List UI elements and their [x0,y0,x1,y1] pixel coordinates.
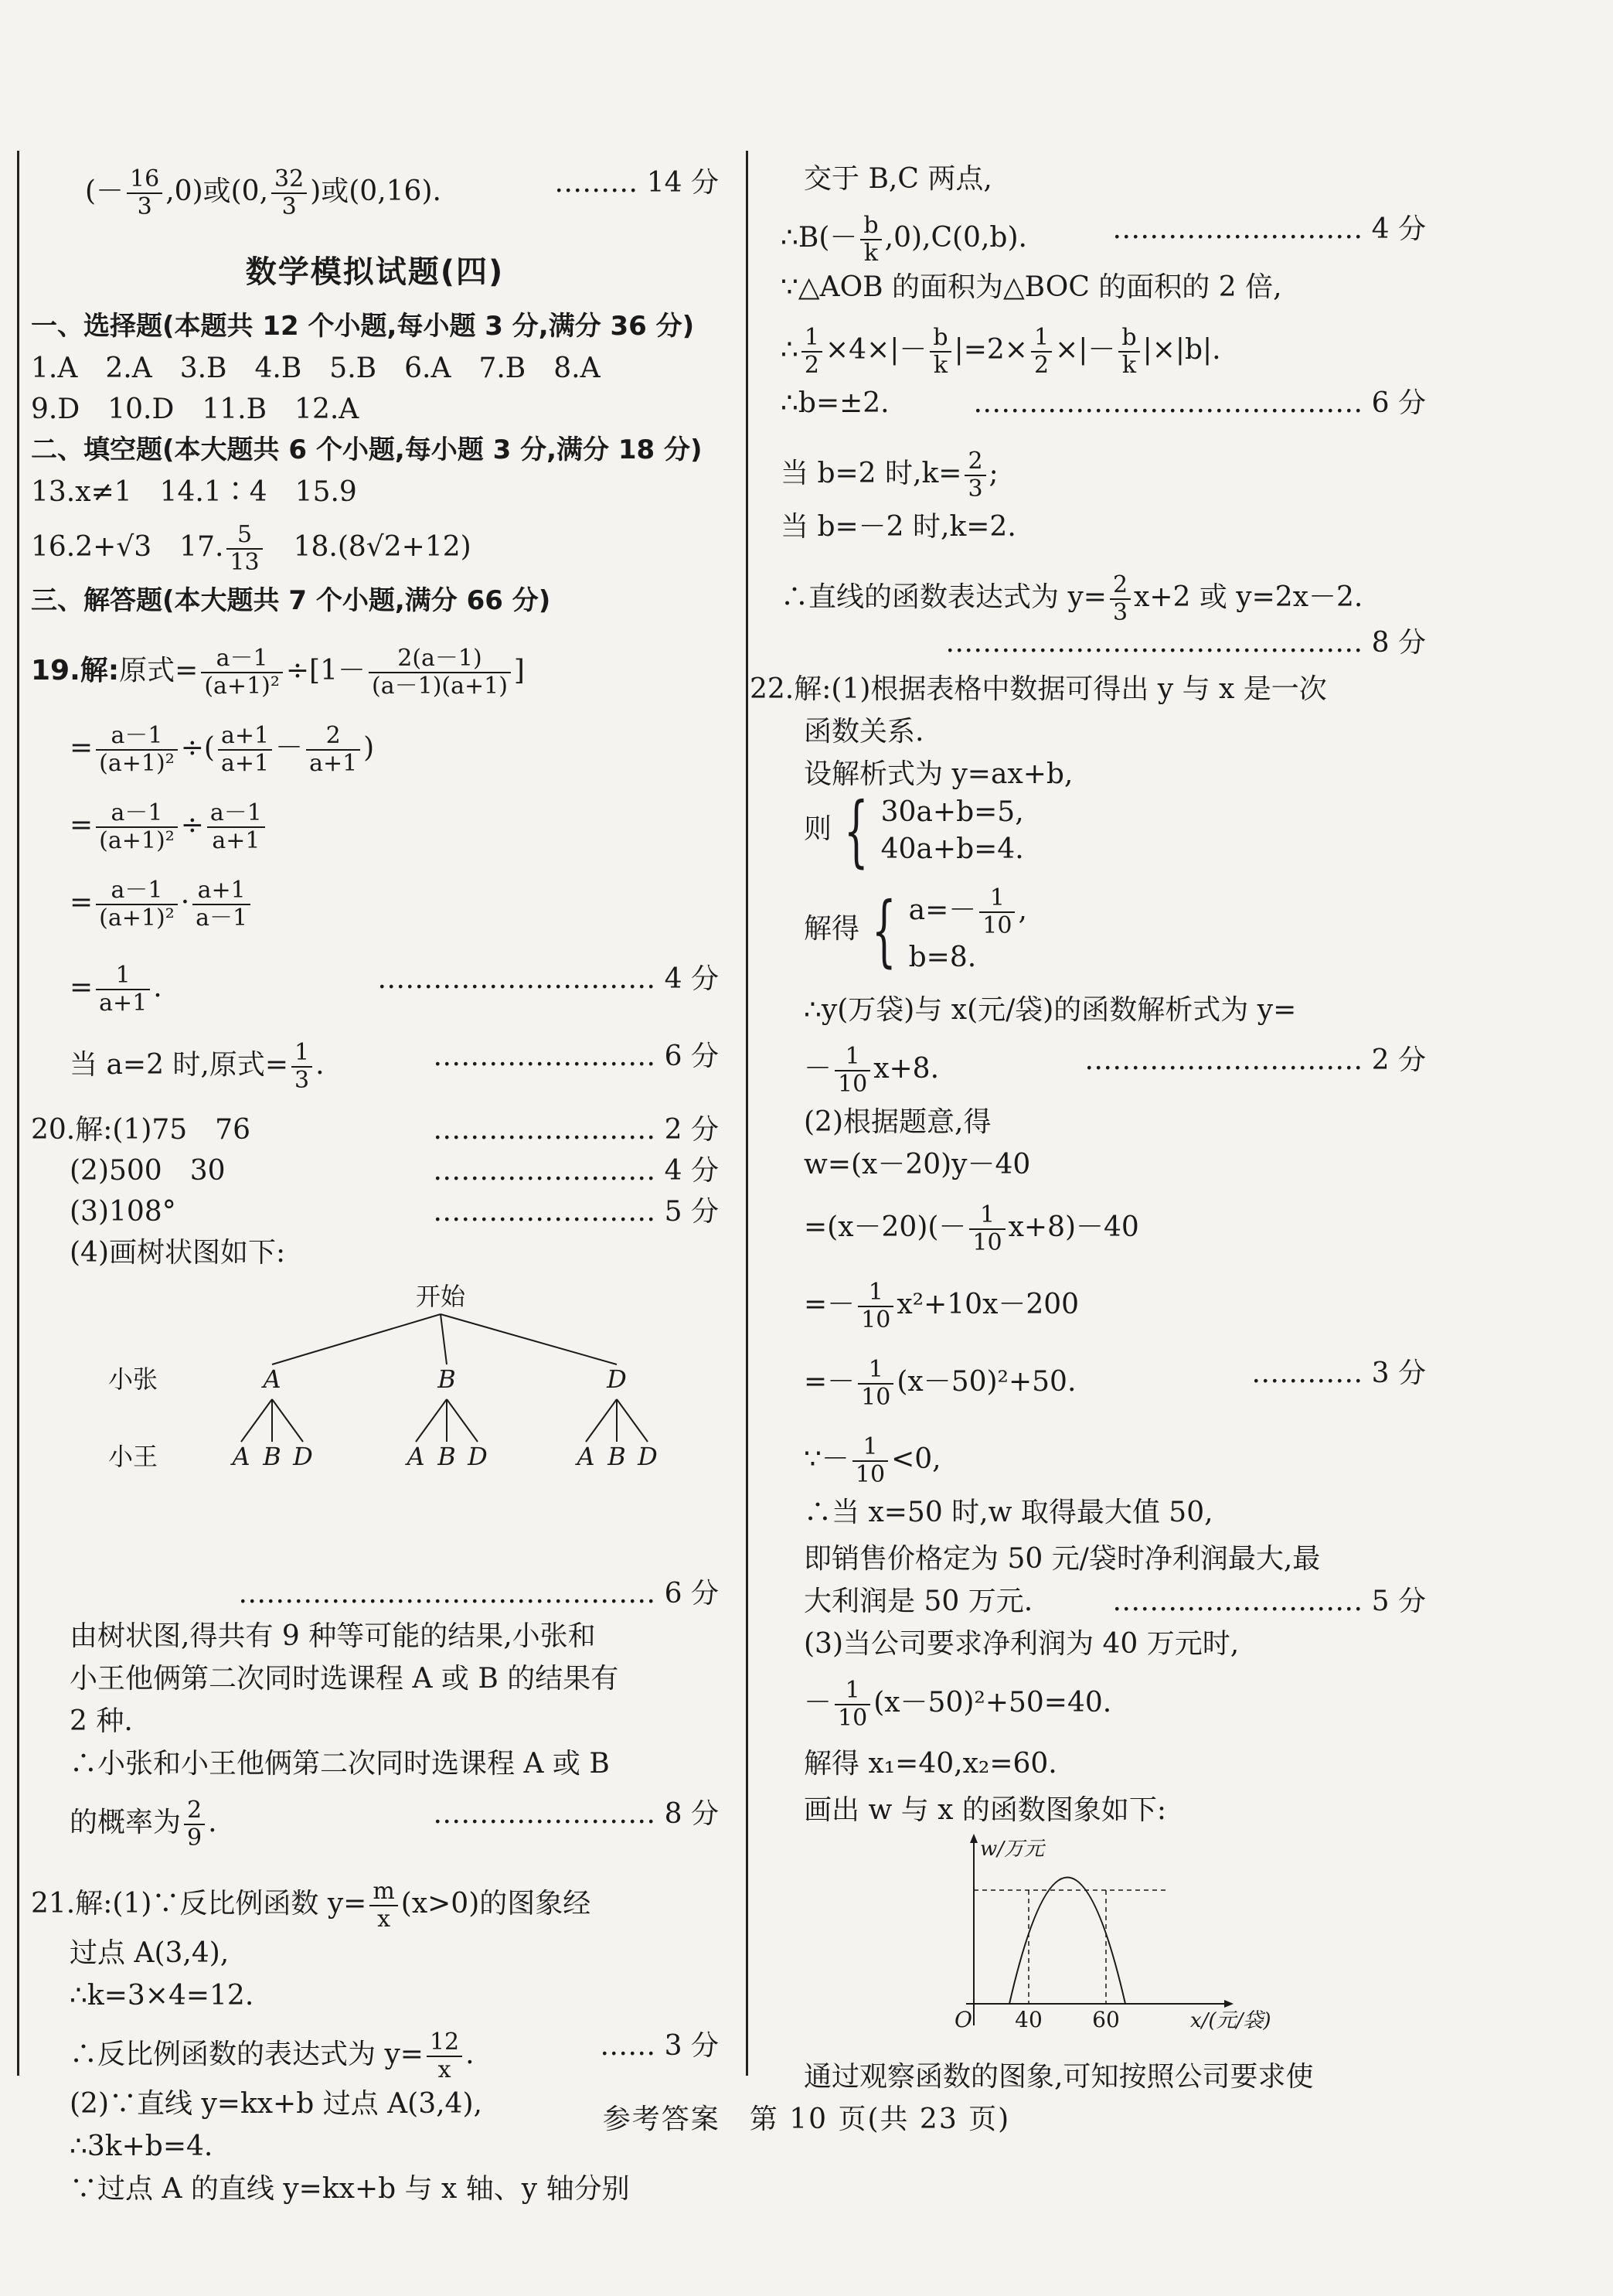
q22-line-10: =(x－20)(－ $\frac{1}{10}$ x+8)－40 [804,1201,1139,1256]
tree-diagram [93,1276,680,1538]
q22-system-1: 则 { 30a+b=5, 40a+b=4. [804,785,1024,876]
q22-line-21: 通过观察函数的图象,可知按照公司要求使 [804,2061,1314,2093]
q22-line-19: 解得 x₁=40,x₂=60. [804,1748,1057,1780]
q20-line-9: ∴小张和小王他俩第二次同时选课程 A 或 B [70,1748,610,1780]
r-line-3: ∵△AOB 的面积为△BOC 的面积的 2 倍, [781,271,1282,303]
q20-line-1: 20.解:(1)75 76 …………………… 2 分 [31,1114,719,1146]
q22-line-20: 画出 w 与 x 的函数图象如下: [804,1794,1167,1826]
column-divider [746,151,748,2076]
tree-leaf-A: A [232,1442,250,1471]
r-line-6: 当 b=2 时,k= $\frac{2}{3}$ ; [781,448,999,502]
fill-answers-row-2: 16.2+√3 17. $\frac{5}{13}$ 18.(8√2+12) [31,521,471,576]
section-1-heading: 一、选择题(本题共 12 个小题,每小题 3 分,满分 36 分) [31,311,695,342]
q20-line-3: (3)108° …………………… 5 分 [70,1196,719,1228]
tree-leaves [230,1399,657,1471]
q22-line-14: ∴当 x=50 时,w 取得最大值 50, [804,1497,1213,1528]
tree-edge [272,1314,441,1364]
q22-line-3: 设解析式为 y=ax+b, [804,758,1074,790]
q22-line-8: (2)根据题意,得 [804,1106,992,1138]
q19-line-4: = $\frac{a-1}{\text{(a+1)²}}$ · $\frac{a+1}{a-1}$ [70,877,719,932]
q20-line-2: (2)500 30 …………………… 4 分 [70,1155,719,1187]
q22-line-1: 22.解:(1)根据表格中数据可得出 y 与 x 是一次 [750,673,1327,705]
q21-line-6: ∴3k+b=4. [70,2131,213,2162]
tree-edge [447,1399,478,1442]
fill-answers-row-1: 13.x≠1 14.1∶4 15.9 [31,476,357,508]
tree-leaf-D: D [468,1442,488,1471]
q22-line-18: － $\frac{1}{10}$ (x－50)²+50=40. [804,1677,1112,1732]
q22-line-7: － $\frac{1}{10}$ x+8. ………………………… 2 分 [804,1043,1426,1098]
q20-line-8: 2 种. [70,1705,133,1737]
y-axis-arrow [970,1834,978,1843]
q22-line-11: =－ $\frac{1}{10}$ x²+10x－200 [804,1279,1080,1334]
page-title: 数学模拟试题(四) [245,254,505,290]
q19-line-5: = $\frac{1}{a+1}$ . ………………………… 4 分 [70,962,719,1017]
q19-line-3: = $\frac{a-1}{\text{(a+1)²}}$ ÷ $\frac{a-1}{a+1}$ [70,800,719,854]
tree-root-label: 开始 [415,1282,466,1311]
x-axis-label: x/(元/袋) [1190,2009,1271,2032]
page-footer: 参考答案 第 10 页(共 23 页) [602,2104,1011,2135]
tree-edge [441,1314,447,1364]
q20-line-6: 由树状图,得共有 9 种等可能的结果,小张和 [70,1620,596,1652]
tree-edge [617,1399,648,1442]
q21-line-1: 21.解:(1)∵反比例函数 y= $\frac{m}{x}$ (x>0)的图象经 [31,1878,591,1933]
q20-line-4: (4)画树状图如下: [70,1237,286,1269]
r-line-2: ∴B(－ $\frac{b}{k}$ ,0),C(0,b). ……………………… 4 分 [781,212,1426,267]
tree-node-A: A [263,1364,281,1394]
q21-line-4: ∴反比例函数的表达式为 y= $\frac{12}{x}$ . …… 3 分 [70,2029,719,2083]
q22-line-6: ∴y(万袋)与 x(元/袋)的函数解析式为 y= [804,994,1297,1026]
q22-line-16: 大利润是 50 万元. ……………………… 5 分 [804,1586,1426,1617]
r-line-5: ∴b=±2. …………………………………… 6 分 [781,387,1426,419]
y-axis-label: w/万元 [980,1838,1045,1861]
r-line-7: 当 b=－2 时,k=2. [781,511,1016,543]
q21-line-2: 过点 A(3,4), [70,1937,230,1969]
tree-leaf-D: D [638,1442,658,1471]
tree-edge [441,1314,617,1364]
choice-answers-row-2: 9.D 10.D 11.B 12.A [31,393,359,425]
q22-line-17: (3)当公司要求净利润为 40 万元时, [804,1628,1240,1660]
tree-row1-label: 小张 [108,1364,158,1394]
section-3-heading: 三、解答题(本大题共 7 个小题,满分 66 分) [31,585,551,616]
q22-line-9: w=(x－20)y－40 [804,1149,1031,1180]
q22-line-15: 即销售价格定为 50 元/袋时净利润最大,最 [804,1543,1321,1575]
tree-node-D: D [607,1364,627,1394]
x-tick-40: 40 [1015,2007,1043,2032]
tree-edge [241,1399,272,1442]
x-axis-arrow [1224,2000,1234,2008]
tree-leaf-A: A [577,1442,595,1471]
q22-line-13: ∵－ $\frac{1}{10}$ <0, [804,1433,941,1488]
section-2-heading: 二、填空题(本大题共 6 个小题,每小题 3 分,满分 18 分) [31,434,703,465]
origin-label: O [955,2007,972,2032]
q20-line-10: 的概率为 $\frac{2}{9}$ . …………………… 8 分 [70,1797,719,1851]
left-border-rule [17,151,19,2076]
q22-system-2: 解得 { a=－ $\frac{1}{10}$ , b=8. [804,884,1027,976]
tree-leaf-B: B [437,1442,456,1471]
r-line-4: ∴ $\frac{1}{2}$ ×4×|－ $\frac{b}{k}$ |=2× $\frac{1}{2}$ ×|－ $\frac{b}{k}$ |×|b|. [781,324,1221,379]
tree-row2-label: 小王 [108,1442,158,1471]
q19-line-6: 当 a=2 时,原式= $\frac{1}{3}$ . …………………… 6 分 [70,1039,719,1094]
tree-leaf-B: B [263,1442,281,1471]
q20-line-7: 小王他俩第二次同时选课程 A 或 B 的结果有 [70,1663,619,1695]
tree-edge [272,1399,303,1442]
q19-line-1: 19.解:原式= $\frac{a-1}{\text{(a+1)²}}$ ÷[1－ $\frac{2(a-1)}{(a-1)(a+1)}$ ] [31,645,525,700]
parabola-curve [1009,1878,1125,2005]
tree-edge [416,1399,447,1442]
tree-edge [586,1399,617,1442]
q19-line-2: = $\frac{a-1}{\text{(a+1)²}}$ ÷( $\frac{a+1}{a+1}$ － $\frac{2}{a+1}$ ) [70,722,375,777]
tree-leaf-A: A [407,1442,425,1471]
tree-leaf-D: D [293,1442,313,1471]
q21-line-3: ∴k=3×4=12. [70,1980,254,2012]
r-line-8: ∴直线的函数表达式为 y= $\frac{2}{3}$ x+2 或 y=2x－2. [781,571,1363,626]
choice-answers-row-1: 1.A 2.A 3.B 4.B 5.B 6.A 7.B 8.A [31,353,601,384]
function-graph [935,1832,1275,2033]
tree-leaf-B: B [607,1442,626,1471]
q22-line-2: 函数关系. [804,716,924,748]
prev-answer: (－ $\frac{16}{3}$ ,0)或(0, $\frac{32}{3}$ )或(0,16). ……… 14 分 [85,165,719,220]
q21-line-5: (2)∵直线 y=kx+b 过点 A(3,4), [70,2088,482,2120]
x-tick-60: 60 [1092,2007,1120,2032]
q21-line-7: ∵过点 A 的直线 y=kx+b 与 x 轴、y 轴分别 [70,2173,630,2205]
q22-line-12: =－ $\frac{1}{10}$ (x－50)²+50. ………… 3 分 [804,1356,1426,1411]
r-line-1: 交于 B,C 两点, [804,163,992,195]
tree-node-B: B [437,1364,456,1394]
